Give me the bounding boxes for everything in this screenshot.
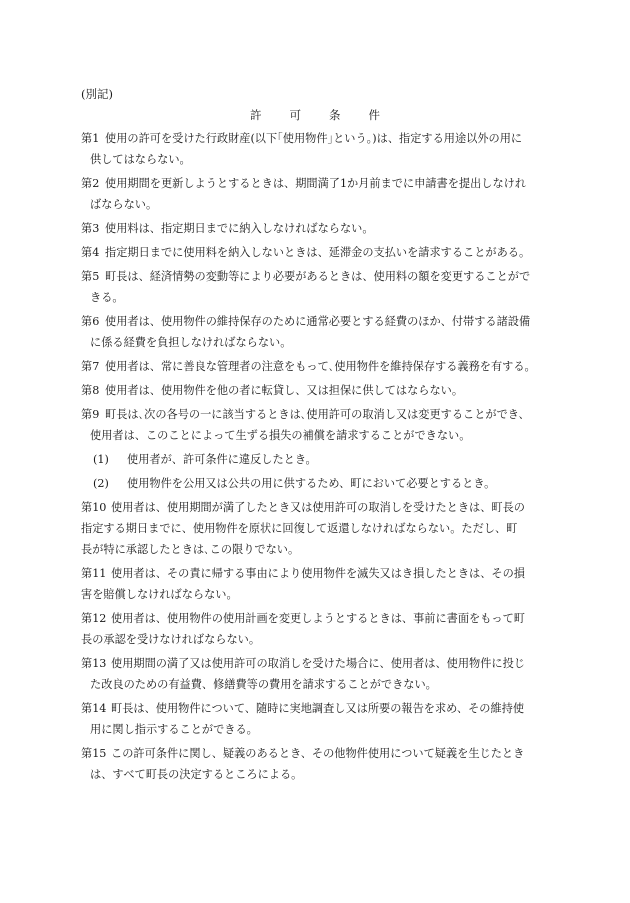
clause-text: た改良のための有益費、修繕費等の費用を請求することができない。: [90, 678, 437, 691]
clause-text: この許可条件に関し、疑義のあるとき、その他物件使用について疑義を生じたとき: [111, 747, 525, 760]
annex-note: (別記): [81, 87, 113, 101]
clause-number: 第13: [81, 657, 107, 670]
title-char: 条: [329, 108, 341, 122]
clause-text: 使用者は、その責に帰する事由により使用物件を滅失又はき損したときは、その損: [111, 567, 525, 580]
document-title: [0, 107, 630, 123]
clause-text: 町長は､次の各号の一に該当するときは､使用許可の取消し又は変更することができ、: [105, 408, 530, 421]
clause-number: 第3: [81, 222, 100, 235]
clause-number: 第4: [81, 246, 100, 259]
clause-text: 供してはならない。: [90, 153, 191, 166]
clause-text: 使用者は、このことによって生ずる損失の補償を請求することができない。: [90, 429, 471, 442]
clause-7: [81, 356, 553, 377]
item-number: (2): [93, 477, 109, 490]
clause-number: 第6: [81, 315, 100, 328]
item-text: 使用者が、許可条件に違反したとき。: [127, 453, 317, 466]
clause-number: 第14: [81, 702, 107, 715]
clause-number: 第1: [81, 132, 100, 145]
item-number: (1): [93, 453, 109, 466]
clause-text: 使用者は、常に善良な管理者の注意をもって､使用物件を維持保存する義務を有する。: [105, 360, 536, 373]
clause-text: きる。: [90, 291, 124, 304]
clause-text: に係る経費を負担しなければならない。: [90, 336, 292, 349]
clause-list: [81, 128, 553, 788]
clause-text: 町長は、使用物件について、随時に実地調査し又は所要の報告を求め、その維持使: [111, 702, 525, 715]
clause-text: 使用期間を更新しようとするときは、期間満了1か月前までに申請書を提出しなけれ: [105, 177, 527, 190]
clause-6: [81, 311, 553, 353]
clause-14: [81, 698, 553, 740]
clause-number: 第11: [81, 567, 107, 580]
clause-number: 第15: [81, 747, 107, 760]
title-char: 許: [250, 108, 262, 122]
clause-5: [81, 266, 553, 308]
clause-text: 使用期間の満了又は使用許可の取消しを受けた場合に、使用者は、使用物件に投じ: [111, 657, 525, 670]
sub-item-1: [81, 449, 553, 470]
clause-number: 第8: [81, 384, 100, 397]
clause-text: 使用料は、指定期日までに納入しなければならない。: [105, 222, 374, 235]
title-char: 件: [368, 108, 380, 122]
item-text: 使用物件を公用又は公共の用に供するため、町において必要とするとき。: [127, 477, 496, 490]
clause-text: 使用者は、使用期間が満了したとき又は使用許可の取消しを受けたときは、町長の: [111, 501, 525, 514]
clause-number: 第5: [81, 270, 100, 283]
clause-text: 用に関し指示することができる。: [90, 723, 258, 736]
clause-text: 指定する期日までに、使用物件を原状に回復して返還しなければならない。ただし、町: [81, 522, 518, 535]
clause-15: [81, 743, 553, 785]
clause-10: [81, 497, 553, 560]
clause-1: [81, 128, 553, 170]
clause-text: 使用の許可を受けた行政財産(以下｢使用物件｣という｡)は、指定する用途以外の用に: [105, 132, 523, 145]
clause-13: [81, 653, 553, 695]
title-char: 可: [289, 108, 301, 122]
clause-9: [81, 404, 553, 446]
clause-text: ばならない。: [90, 198, 158, 211]
clause-11: [81, 563, 553, 605]
clause-text: 使用者は、使用物件の使用計画を変更しようとするときは、事前に書面をもって町: [111, 612, 525, 625]
clause-text: 町長は、経済情勢の変動等により必要があるときは、使用料の額を変更することがで: [105, 270, 531, 283]
clause-text: 長の承認を受けなければならない。: [81, 633, 261, 646]
clause-text: は、すべて町長の決定するところによる。: [90, 768, 303, 781]
clause-12: [81, 608, 553, 650]
clause-number: 第2: [81, 177, 100, 190]
clause-text: 使用者は、使用物件を他の者に転貸し、又は担保に供してはならない。: [105, 384, 464, 397]
clause-text: 害を賠償しなければならない。: [81, 588, 238, 601]
sub-item-2: [81, 473, 553, 494]
clause-number: 第12: [81, 612, 107, 625]
clause-number: 第10: [81, 501, 107, 514]
clause-text: 使用者は、使用物件の維持保存のために通常必要とする経費のほか、付帯する諸設備: [105, 315, 531, 328]
clause-number: 第9: [81, 408, 100, 421]
clause-text: 指定期日までに使用料を納入しないときは、延滞金の支払いを請求することがある。: [105, 246, 531, 259]
clause-text: 長が特に承認したときは､この限りでない。: [81, 543, 300, 556]
clause-8: [81, 380, 553, 401]
clause-4: [81, 242, 553, 263]
clause-3: [81, 218, 553, 239]
clause-2: [81, 173, 553, 215]
clause-number: 第7: [81, 360, 100, 373]
